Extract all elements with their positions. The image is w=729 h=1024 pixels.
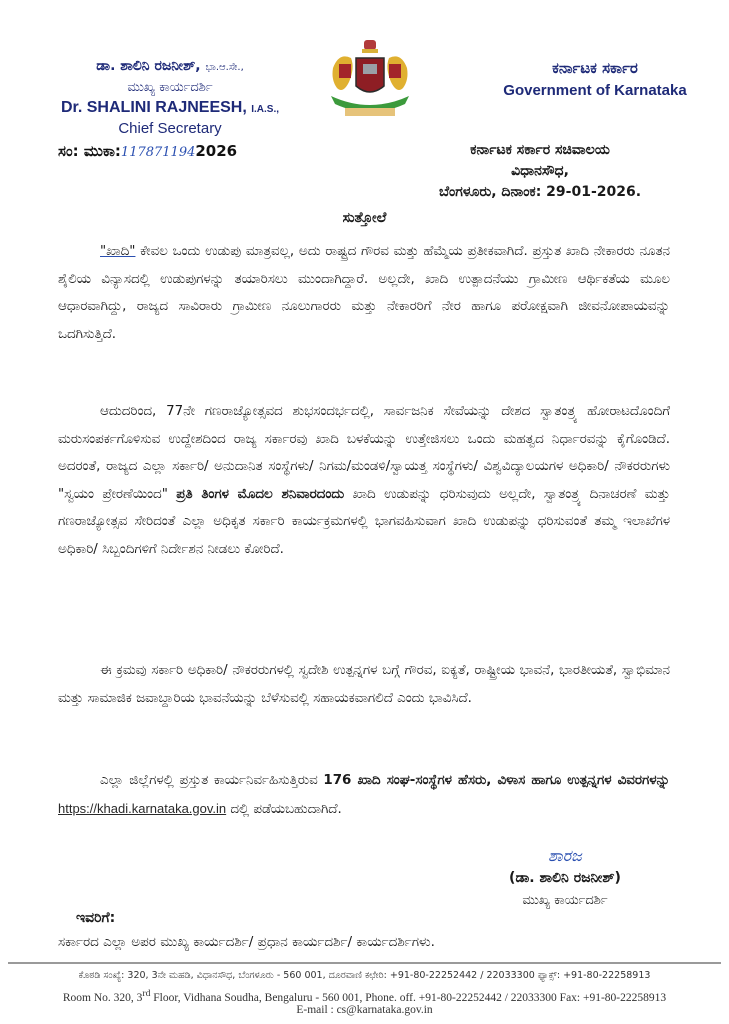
paragraph-4-text-after: ದಲ್ಲಿ ಪಡೆಯಬಹುದಾಗಿದೆ. bbox=[226, 801, 342, 817]
ref-year: 2026 bbox=[195, 142, 238, 160]
ref-prefix: ಸಂ: ಮುಕಾ: bbox=[58, 142, 121, 160]
recipients-label: ಇವರಿಗೆ: bbox=[76, 910, 116, 926]
officer-suffix-kn: ಭಾ.ಆ.ಸೇ., bbox=[205, 62, 244, 73]
footer-en-rest: Floor, Vidhana Soudha, Bengaluru - 560 001, Phone. off. +91-80-22252442 / 22033300 Fax: +91-80-22258913 bbox=[150, 991, 667, 1004]
ref-handwritten: 117871194 bbox=[120, 145, 196, 160]
paragraph-4-bold: 176 ಖಾದಿ ಸಂಘ-ಸಂಸ್ಥೆಗಳ ಹೆಸರು, ವಿಳಾಸ ಹಾಗೂ ಉತ್ಪನ್ನಗಳ ವಿವರಗಳನ್ನು bbox=[323, 773, 670, 788]
signature-block bbox=[470, 846, 660, 912]
footer-email: E-mail : cs@karnataka.gov.in bbox=[296, 1004, 433, 1016]
officer-name-kn-text: ಡಾ. ಶಾಲಿನಿ ರಜನೀಶ್, bbox=[96, 58, 201, 74]
footer-divider bbox=[8, 962, 721, 964]
officer-suffix-en: I.A.S., bbox=[251, 104, 280, 115]
footer-address-kn: ಕೊಠಡಿ ಸಂಖ್ಯೆ: 320, 3ನೇ ಮಹಡಿ, ವಿಧಾನಸೌಧ, ಬೆಂಗಳೂರು - 560 001, ದೂರವಾಣಿ ಕಛೇರಿ: +91-80-22252442 / 22033300 ಫ್ಯಾಕ್ಸ್: +91-80-22258913 bbox=[78, 970, 651, 981]
paragraph-2 bbox=[58, 398, 670, 563]
address-date-line: ಬೆಂಗಳೂರು, ದಿನಾಂಕ: 29-01-2026. bbox=[438, 184, 642, 200]
government-name-en: Government of Karnataka bbox=[503, 82, 687, 99]
government-name-kn: ಕರ್ನಾಟಕ ಸರ್ಕಾರ bbox=[552, 59, 638, 77]
designation-kn: ಮುಖ್ಯ ಕಾರ್ಯದರ್ಶಿ bbox=[127, 80, 213, 95]
document-title: ಸುತ್ತೋಲೆ bbox=[342, 210, 387, 226]
khadi-word: "ಖಾದಿ" bbox=[100, 244, 136, 259]
designation-en: Chief Secretary bbox=[118, 120, 222, 137]
recipients-list: ಸರ್ಕಾರದ ಎಲ್ಲಾ ಅಪರ ಮುಖ್ಯ ಕಾರ್ಯದರ್ಶಿ/ ಪ್ರಧಾನ ಕಾರ್ಯದರ್ಶಿ/ ಕಾರ್ಯದರ್ಶಿಗಳು. bbox=[58, 934, 435, 950]
footer-en-sup: rd bbox=[142, 988, 151, 999]
address-line-2: ವಿಧಾನಸೌಧ, bbox=[511, 163, 569, 179]
paragraph-3 bbox=[58, 657, 670, 712]
government-header bbox=[480, 56, 710, 102]
officer-name-en-text: Dr. SHALINI RAJNEESH, bbox=[60, 99, 247, 116]
officer-name-kn bbox=[40, 56, 300, 78]
paragraph-4-text: ಎಲ್ಲಾ ಜಿಲ್ಲೆಗಳಲ್ಲಿ ಪ್ರಸ್ತುತ ಕಾರ್ಯನಿರ್ವಹಿಸುತ್ತಿರುವ bbox=[100, 773, 324, 788]
handwritten-signature: ಶಾರಜ bbox=[548, 846, 582, 865]
footer-address-en bbox=[0, 988, 729, 1004]
office-address-date bbox=[405, 140, 675, 203]
reference-number bbox=[58, 142, 237, 160]
officer-block bbox=[40, 56, 300, 138]
paragraph-2-text-after: ಖಾದಿ ಉಡುಪನ್ನು ಧರಿಸುವುದು ಅಲ್ಲದೇ, ಸ್ವಾತಂತ್ರ್ಯ ದಿನಾಚರಣೆ ಮತ್ತು ಗಣರಾಜ್ಯೋತ್ಸವ ಸೇರಿದಂತೆ ಎಲ್ಲಾ ಅಧಿಕೃತ ಸರ್ಕಾರಿ ಕಾರ್ಯಕ್ರಮಗಳಲ್ಲಿ ಭಾಗವಹಿಸುವಾಗ ಖಾದಿ ಉಡುಪನ್ನು ಧರಿಸುವಂತೆ ತಮ್ಮ ಇಲಾಖೆಗಳ ಅಧಿಕಾರಿ/ ಸಿಬ್ಬಂದಿಗಳಿಗೆ ನಿರ್ದೇಶನ ನೀಡಲು ಕೋರಿದೆ. bbox=[58, 486, 671, 557]
paragraph-2-text: ಆದುದರಿಂದ, 77ನೇ ಗಣರಾಜ್ಯೋತ್ಸವದ ಶುಭಸಂದರ್ಭದಲ್ಲಿ, ಸಾರ್ವಜನಿಕ ಸೇವೆಯನ್ನು ದೇಶದ ಸ್ವಾತಂತ್ರ್ಯ ಹೋರಾಟದೊಂದಿಗೆ ಮರುಸಂಪರ್ಕಗೊಳಿಸುವ ಉದ್ದೇಶದಿಂದ ರಾಜ್ಯ ಸರ್ಕಾರವು ಖಾದಿ ಬಳಕೆಯನ್ನು ಉತ್ತೇಜಿಸಲು ಒಂದು ಮಹತ್ವದ ನಿರ್ಧಾರವನ್ನು ಕೈಗೊಂಡಿದೆ. ಅದರಂತೆ, ರಾಜ್ಯದ ಎಲ್ಲಾ ಸರ್ಕಾರಿ/ ಅನುದಾನಿತ ಸಂಸ್ಥೆಗಳು/ ನಿಗಮ/ಮಂಡಳಿ/ಸ್ವಾಯತ್ತ ಸಂಸ್ಥೆಗಳು/ ವಿಶ್ವವಿದ್ಯಾಲಯಗಳ ಅಧಿಕಾರಿ/ ನೌಕರರುಗಳು "ಸ್ವಯಂ ಪ್ರೇರಣೆಯಿಂದ" bbox=[58, 404, 670, 502]
signatory-name: (ಡಾ. ಶಾಲಿನಿ ರಜನೀಶ್) bbox=[509, 870, 621, 886]
karnataka-emblem-icon bbox=[325, 38, 415, 122]
address-line-1: ಕರ್ನಾಟಕ ಸರ್ಕಾರ ಸಚಿವಾಲಯ bbox=[470, 142, 610, 158]
khadi-website-link[interactable]: https://khadi.karnataka.gov.in bbox=[58, 800, 227, 816]
paragraph-2-bold: ಪ್ರತಿ ತಿಂಗಳ ಮೊದಲ ಶನಿವಾರದಂದು bbox=[176, 486, 345, 502]
paragraph-1 bbox=[58, 238, 670, 348]
paragraph-4 bbox=[58, 767, 670, 823]
officer-name-en bbox=[40, 98, 300, 120]
paragraph-3-text: ಈ ಕ್ರಮವು ಸರ್ಕಾರಿ ಅಧಿಕಾರಿ/ ನೌಕರರುಗಳಲ್ಲಿ ಸ್ವದೇಶಿ ಉತ್ಪನ್ನಗಳ ಬಗ್ಗೆ ಗೌರವ, ಐಕ್ಯತೆ, ರಾಷ್ಟ್ರೀಯ ಭಾವನೆ, ಭಾರತೀಯತೆ, ಸ್ವಾಭಿಮಾನ ಮತ್ತು ಸಾಮಾಜಿಕ ಜವಾಬ್ದಾರಿಯ ಭಾವನೆಯನ್ನು ಬೆಳೆಸುವಲ್ಲಿ ಸಹಾಯಕವಾಗಲಿದೆ ಎಂದು ಭಾವಿಸಿದೆ. bbox=[58, 663, 670, 706]
paragraph-1-text: ಕೇವಲ ಒಂದು ಉಡುಪು ಮಾತ್ರವಲ್ಲ, ಅದು ರಾಷ್ಟ್ರದ ಗೌರವ ಮತ್ತು ಹೆಮ್ಮೆಯ ಪ್ರತೀಕವಾಗಿದೆ. ಪ್ರಸ್ತುತ ಖಾದಿ ನೇಕಾರರು ನೂತನ ಶೈಲಿಯ ವಿನ್ಯಾಸದಲ್ಲಿ ಉಡುಪುಗಳನ್ನು ತಯಾರಿಸಲು ಮುಂದಾಗಿದ್ದಾರೆ. ಅಲ್ಲದೇ, ಖಾದಿ ಉತ್ಪಾದನೆಯು ಗ್ರಾಮೀಣ ಆರ್ಥಿಕತೆಯ ಮೂಲ ಆಧಾರವಾಗಿದ್ದು, ರಾಜ್ಯದ ಸಾವಿರಾರು ಗ್ರಾಮೀಣ ನೂಲುಗಾರರು ಮತ್ತು ನೇಕಾರರಿಗೆ ನೇರ ಹಾಗೂ ಪರೋಕ್ಷವಾಗಿ ಜೀವನೋಪಾಯವನ್ನು ಒದಗಿಸುತ್ತಿದೆ. bbox=[58, 244, 670, 342]
footer-en-prefix: Room No. 320, 3 bbox=[62, 991, 143, 1004]
signatory-designation: ಮುಖ್ಯ ಕಾರ್ಯದರ್ಶಿ bbox=[522, 893, 608, 908]
